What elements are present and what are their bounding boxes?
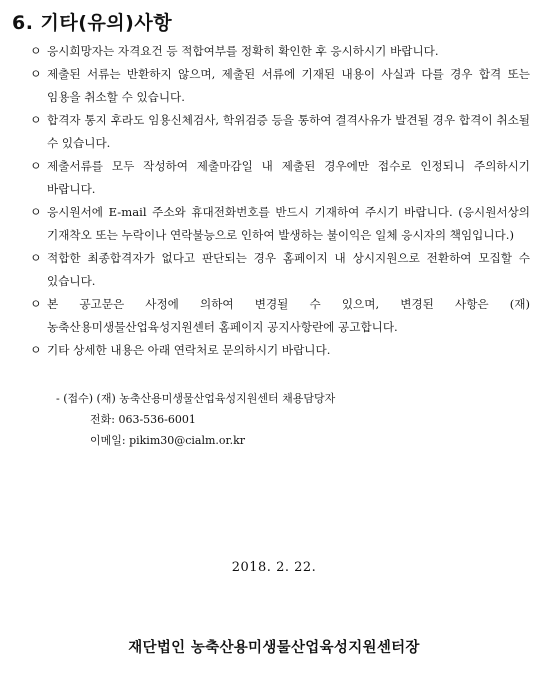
bullet-icon: ㅇ <box>30 67 42 81</box>
notice-item-text: 적합한 최종합격자가 없다고 판단되는 경우 홈페이지 내 상시지원으로 전환하여 모집할 수 있습니다. <box>47 251 530 288</box>
contact-email: 이메일: pikim30@cialm.or.kr <box>90 434 246 447</box>
notice-item-text: 합격자 통지 후라도 임용신체검사, 학위검증 등을 통하여 결격사유가 발견될 경우 합격이 취소될 수 있습니다. <box>47 113 530 150</box>
notice-item <box>30 40 530 63</box>
notice-list <box>30 40 530 362</box>
notice-item-text: 응시원서에 E-mail 주소와 휴대전화번호를 반드시 기재하여 주시기 바랍니다. (응시원서상의 기재착오 또는 누락이나 연락불능으로 인하여 발생하는 불이익은 일체 응시자의 책임입니다.) <box>47 205 530 242</box>
notice-item-text: 본 공고문은 사정에 의하여 변경될 수 있으며, 변경된 사항은 (재)농축산용미생물산업육성지원센터 홈페이지 공지사항란에 공고합니다. <box>47 297 530 334</box>
issuer-signature: 재단법인 농축산용미생물산업육성지원센터장 <box>128 640 420 656</box>
bullet-icon: ㅇ <box>30 44 42 58</box>
notice-item <box>30 339 530 362</box>
bullet-icon: ㅇ <box>30 113 42 127</box>
contact-phone: 전화: 063-536-6001 <box>90 413 196 426</box>
notice-item-text: 응시희망자는 자격요건 등 적합여부를 정확히 확인한 후 응시하시기 바랍니다. <box>47 44 439 58</box>
section-title: 6. 기타(유의)사항 <box>12 12 173 34</box>
contact-line: - (접수) (재) 농축산용미생물산업육성지원센터 채용담당자 <box>56 392 336 405</box>
notice-item <box>30 155 530 201</box>
notice-item <box>30 293 530 339</box>
contact-block <box>56 388 335 451</box>
bullet-icon: ㅇ <box>30 159 42 173</box>
document-date: 2018. 2. 22. <box>231 560 317 575</box>
notice-item <box>30 109 530 155</box>
bullet-icon: ㅇ <box>30 297 42 311</box>
notice-item-text: 제출된 서류는 반환하지 않으며, 제출된 서류에 기재된 내용이 사실과 다를 경우 합격 또는 임용을 취소할 수 있습니다. <box>47 67 530 104</box>
notice-item <box>30 247 530 293</box>
notice-item <box>30 63 530 109</box>
bullet-icon: ㅇ <box>30 251 42 265</box>
notice-item-text: 기타 상세한 내용은 아래 연락처로 문의하시기 바랍니다. <box>47 343 331 357</box>
bullet-icon: ㅇ <box>30 343 42 357</box>
notice-item-text: 제출서류를 모두 작성하여 제출마감일 내 제출된 경우에만 접수로 인정되니 주의하시기 바랍니다. <box>47 159 530 196</box>
bullet-icon: ㅇ <box>30 205 42 219</box>
notice-item <box>30 201 530 247</box>
